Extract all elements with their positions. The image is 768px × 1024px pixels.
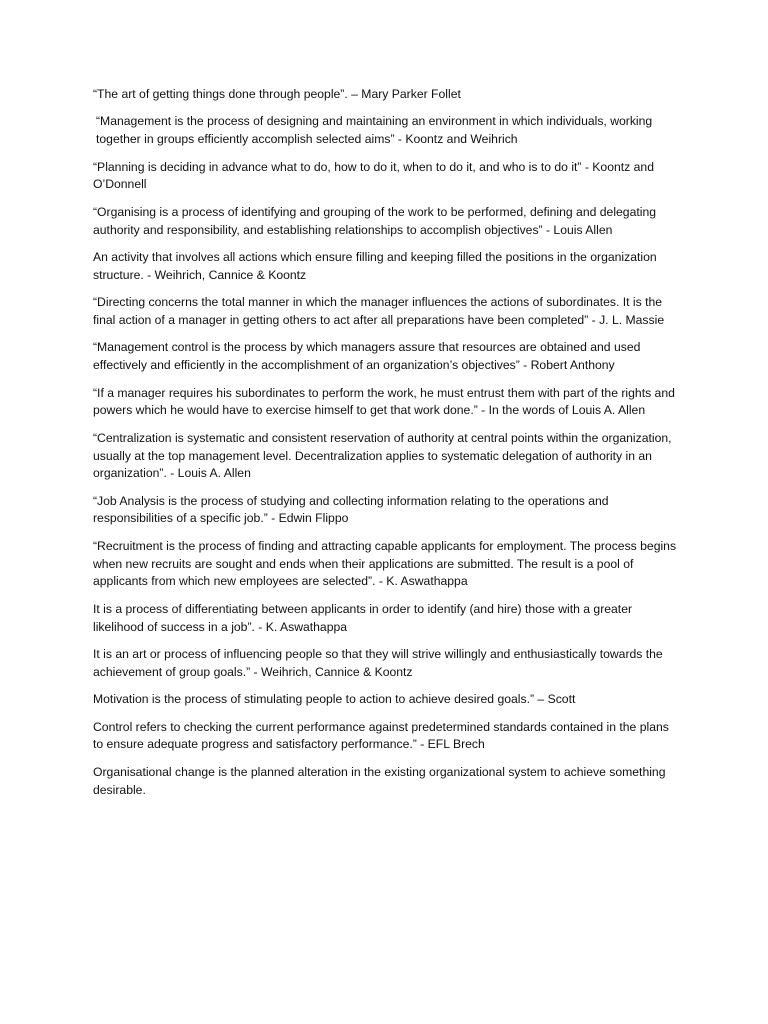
paragraph-selection-definition: It is a process of differentiating between applicants in order to identify (and hire) those with a greater likelihood of success in a job”. - K. Aswathappa [93, 601, 633, 634]
paragraph-organisational-change-definition: Organisational change is the planned alteration in the existing organizational system to achieve something desirable. [93, 764, 666, 797]
paragraph-delegation-definition: “If a manager requires his subordinates to perform the work, he must entrust them with part of the rights and powers which he would have to exercise himself to get that work done.” - In the words of Louis A. Allen [93, 385, 675, 418]
paragraph-staffing-definition: An activity that involves all actions which ensure filling and keeping filled the positions in the organization structure. - Weihrich, Cannice & Koontz [93, 249, 657, 282]
paragraph-management-definition: “Management is the process of designing and maintaining an environment in which individuals, working together in groups efficiently accomplish selected aims” - Koontz and Weihrich [96, 114, 653, 147]
document-body [93, 86, 677, 809]
paragraph-follet-quote: “The art of getting things done through people”. – Mary Parker Follet [93, 87, 461, 101]
paragraph-centralization-definition: “Centralization is systematic and consistent reservation of authority at central points within the organization, usually at the top management level. Decentralization applies to systematic delegation of authority in an organization”. - Louis A. Allen [93, 430, 672, 481]
paragraph-organising-definition: “Organising is a process of identifying and grouping of the work to be performed, defining and delegating authority and responsibility, and establishing relationships to accomplish objectives” - Louis Allen [93, 204, 657, 237]
paragraph-planning-definition: “Planning is deciding in advance what to do, how to do it, when to do it, and who is to do it” - Koontz and O’Donnell [93, 159, 654, 192]
paragraph-controlling-definition: Control refers to checking the current performance against predetermined standards contained in the plans to ensure adequate progress and satisfactory performance.” - EFL Brech [93, 719, 669, 752]
paragraph-recruitment-definition: “Recruitment is the process of finding and attracting capable applicants for employment. The process begins when new recruits are sought and ends when their applications are submitted. The result is a pool of applicants from which new employees are selected”. - K. Aswathappa [93, 538, 677, 589]
paragraph-directing-definition: “Directing concerns the total manner in which the manager influences the actions of subordinates. It is the final action of a manager in getting others to act after all preparations have been completed” - J. L. Massie [93, 295, 665, 327]
paragraph-control-definition: “Management control is the process by which managers assure that resources are obtained and used effectively and efficiently in the accomplishment of an organization’s objectives” - Robert Anthony [93, 340, 641, 373]
paragraph-motivation-definition: Motivation is the process of stimulating people to action to achieve desired goals.” – Scott [93, 692, 576, 707]
paragraph-job-analysis-definition: “Job Analysis is the process of studying and collecting information relating to the operations and responsibilities of a specific job.” - Edwin Flippo [93, 493, 609, 526]
paragraph-leadership-definition: It is an art or process of influencing people so that they will strive willingly and enthusiastically towards the achievement of group goals.” - Weihrich, Cannice & Koontz [93, 647, 663, 679]
